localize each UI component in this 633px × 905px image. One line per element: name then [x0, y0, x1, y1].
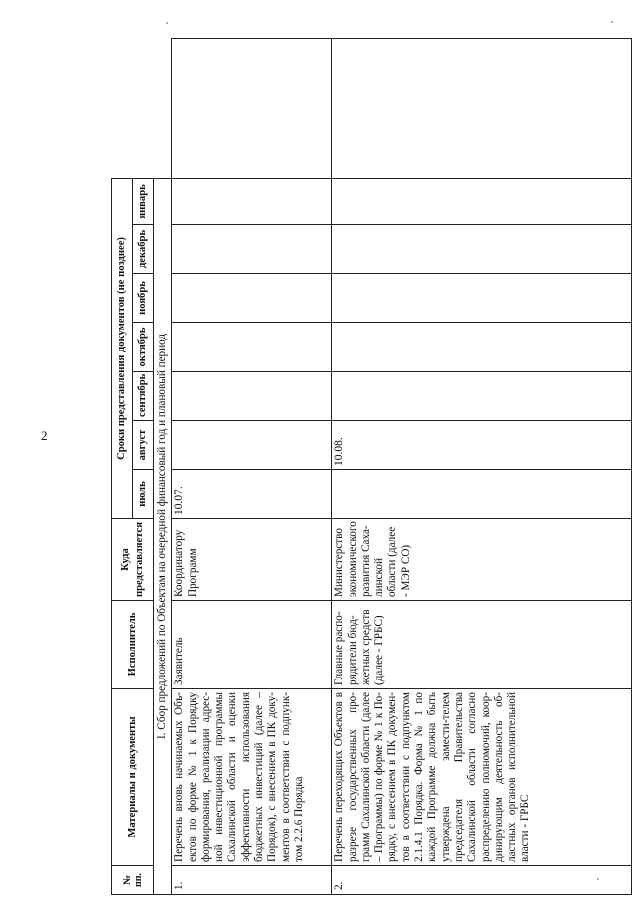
header-materials: Материалы и документы: [112, 689, 154, 866]
header-month-july: июль: [133, 470, 154, 519]
header-month-october: октябрь: [133, 323, 154, 372]
section-title: I. Сбор предложений по Объектам на очередной финансовый год и плановый период: [154, 178, 172, 894]
header-month-august: август: [133, 421, 154, 470]
deadline-september: [172, 372, 332, 421]
table-row: [332, 38, 632, 894]
deadline-october: [172, 323, 332, 372]
row-number: 1.: [172, 866, 332, 895]
deadline-december: [172, 225, 332, 274]
row-destination: Министерство экономического развития Саха-линской области (далее - МЭР СО): [332, 519, 632, 601]
deadline-december: [332, 225, 632, 274]
deadline-january: [332, 178, 632, 224]
blank-cell: [332, 38, 632, 178]
header-number: № пп.: [112, 866, 154, 895]
deadline-november: [332, 274, 632, 323]
deadline-september: [332, 372, 632, 421]
row-executor: Заявитель: [172, 601, 332, 689]
blank-cell: [172, 38, 332, 178]
header-executor: Исполнитель: [112, 601, 154, 689]
row-destination: Координатору Программ: [172, 519, 332, 601]
deadline-november: [172, 274, 332, 323]
deadline-july: 10.07.: [172, 470, 332, 519]
header-month-january: январь: [133, 178, 154, 224]
scan-speck: [597, 878, 599, 880]
blank-cell: [112, 38, 154, 178]
table-row: [172, 38, 332, 894]
deadline-january: [172, 178, 332, 224]
row-materials: Перечень переходящих Объектов в разрезе государственных про-грамм Сахалинской области (далее – Программы) по форме № 1 к По-рядку, с внесением в ПК докумен-тов в соответствии с подпунктом 2.1.4.1 Порядка. Форма № 1 по каждой Программе должна быть утверждена замести-телем председателя Правительства Сахалинской области согласно распределению полномочий, коор-динирующим деятельность об-ластных органов исполнительной власти - ГРБС: [332, 689, 632, 866]
rotated-document-table: [111, 39, 631, 895]
blank-cell: [154, 38, 172, 178]
row-number: 2.: [332, 866, 632, 895]
header-month-november: ноябрь: [133, 274, 154, 323]
header-deadlines-group: Сроки представления документов (не позднее): [112, 178, 133, 518]
row-executor: Главные распо-рядители бюд-жетных средств (далее - ГРБС): [332, 601, 632, 689]
deadline-july: [332, 470, 632, 519]
schedule-table: [111, 38, 632, 895]
header-month-december: декабрь: [133, 225, 154, 274]
row-materials: Перечень вновь начинаемых Объ-ектов по форме № 1 к Порядку формирования, реализации адрес-ной инвестиционной программы Сахалинской области и оценки эффективности использования бюджетных инвестиций (далее – Порядок), с внесением в ПК доку-ментов в соответствии с подпунк-том 2.2.6 Порядка: [172, 689, 332, 866]
header-destination: Куда представляется: [112, 519, 154, 601]
deadline-october: [332, 323, 632, 372]
scan-speck: [166, 22, 168, 24]
deadline-august: [172, 421, 332, 470]
page-number: 2: [41, 428, 48, 443]
scan-speck: [611, 21, 613, 23]
header-month-september: сентябрь: [133, 372, 154, 421]
deadline-august: 10.08.: [332, 421, 632, 470]
